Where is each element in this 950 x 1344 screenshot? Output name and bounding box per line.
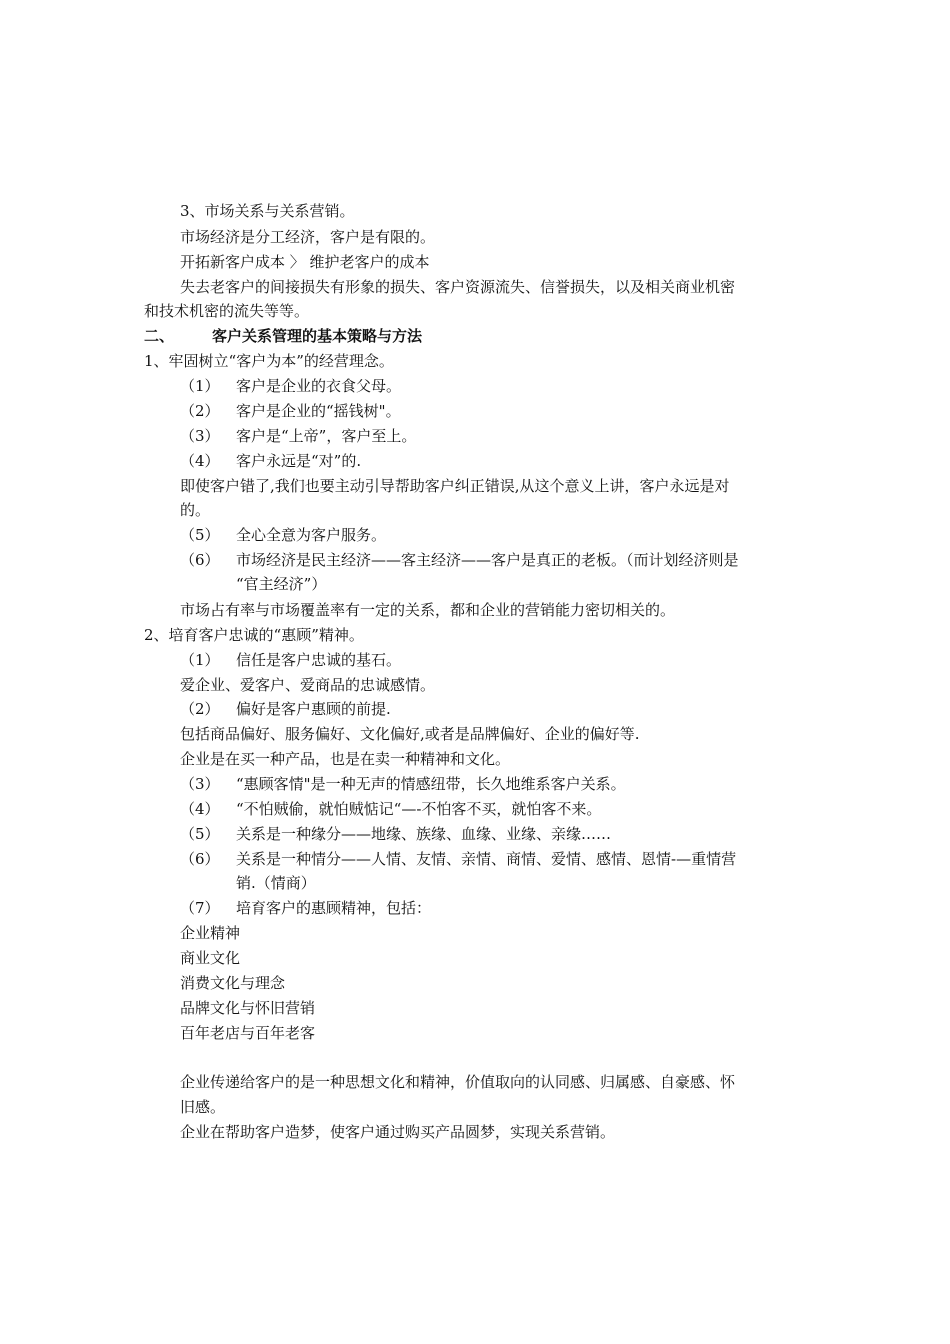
list-item	[180, 799, 601, 819]
list-item	[180, 898, 431, 918]
list-text: 信任是客户忠诚的基石。	[236, 651, 402, 669]
subsection-heading: 1、牢固树立“客户为本”的经营理念。	[144, 352, 394, 370]
paragraph-line: 企业传递给客户的是一种思想文化和精神，价值取向的认同感、归属感、自豪感、怀	[180, 1073, 736, 1091]
subsection-heading: 2、培育客户忠诚的“惠顾”精神。	[144, 626, 364, 644]
list-number: （3）	[180, 427, 220, 445]
list-line: 商业文化	[180, 949, 241, 967]
paragraph-line: 的。	[180, 501, 211, 519]
paragraph-line: 旧感。	[180, 1098, 226, 1116]
list-item	[180, 451, 361, 471]
list-item	[180, 650, 401, 670]
paragraph-line: 包括商品偏好、服务偏好、文化偏好,或者是品牌偏好、企业的偏好等.	[180, 725, 640, 743]
list-text: 市场经济是民主经济——客主经济——客户是真正的老板。（而计划经济则是	[236, 551, 739, 569]
paragraph-line: 市场经济是分工经济，客户是有限的。	[180, 228, 436, 246]
list-text: 客户永远是“对”的.	[236, 452, 362, 470]
list-line: 品牌文化与怀旧营销	[180, 999, 316, 1017]
list-text: 全心全意为客户服务。	[236, 526, 387, 544]
list-text: 关系是一种情分——人情、友情、亲情、商情、爱情、感情、恩情-—重情营	[236, 850, 737, 868]
list-item-continuation: “官主经济”）	[236, 575, 327, 593]
list-number: （6）	[180, 551, 220, 569]
chapter-heading	[144, 326, 422, 346]
list-item	[180, 525, 386, 545]
list-line: 百年老店与百年老客	[180, 1024, 316, 1042]
list-line: 消费文化与理念	[180, 974, 286, 992]
list-text: “惠顾客情"是一种无声的情感纽带，长久地维系客户关系。	[236, 775, 626, 793]
paragraph-line: 即使客户错了,我们也要主动引导帮助客户纠正错误,从这个意义上讲，客户永远是对	[180, 477, 730, 495]
list-item	[180, 699, 391, 719]
paragraph-line: 开拓新客户成本 〉 维护老客户的成本	[180, 253, 430, 271]
list-item	[180, 426, 416, 446]
list-number: （7）	[180, 899, 220, 917]
list-line: 企业精神	[180, 924, 241, 942]
list-item-continuation: 销.（情商）	[236, 874, 316, 892]
paragraph-line: 企业在帮助客户造梦，使客户通过购买产品圆梦，实现关系营销。	[180, 1123, 616, 1141]
paragraph-line: 和技术机密的流失等等。	[144, 302, 310, 320]
list-number: （3）	[180, 775, 220, 793]
section-3-heading: 3、市场关系与关系营销。	[180, 202, 355, 220]
list-item	[180, 824, 611, 844]
list-text: 偏好是客户惠顾的前提.	[236, 700, 391, 718]
list-text: 客户是“上帝”，客户至上。	[236, 427, 417, 445]
list-text: 关系是一种缘分——地缘、族缘、血缘、业缘、亲缘……	[236, 825, 612, 843]
list-number: （1）	[180, 651, 220, 669]
chapter-title: 客户关系管理的基本策略与方法	[212, 327, 423, 345]
list-number: （2）	[180, 700, 220, 718]
paragraph-line: 企业是在买一种产品，也是在卖一种精神和文化。	[180, 750, 511, 768]
list-number: （6）	[180, 850, 220, 868]
paragraph-line: 市场占有率与市场覆盖率有一定的关系，都和企业的营销能力密切相关的。	[180, 601, 676, 619]
list-item	[180, 849, 736, 869]
list-item	[180, 401, 401, 421]
list-text: 客户是企业的“摇钱树"。	[236, 402, 401, 420]
list-item	[180, 550, 739, 570]
list-number: （2）	[180, 402, 220, 420]
paragraph-line: 爱企业、爱客户、爱商品的忠诚感情。	[180, 676, 436, 694]
list-text: 培育客户的惠顾精神，包括：	[236, 899, 432, 917]
list-number: （5）	[180, 526, 220, 544]
list-text: “不怕贼偷，就怕贼惦记“—-不怕客不买，就怕客不来。	[236, 800, 602, 818]
list-item	[180, 376, 401, 396]
list-number: （4）	[180, 452, 220, 470]
list-number: （1）	[180, 377, 220, 395]
list-number: （4）	[180, 800, 220, 818]
list-text: 客户是企业的衣食父母。	[236, 377, 402, 395]
paragraph-line: 失去老客户的间接损失有形象的损失、客户资源流失、信誉损失，以及相关商业机密	[180, 278, 736, 296]
chapter-number: 二、	[144, 327, 175, 345]
list-item	[180, 774, 626, 794]
list-number: （5）	[180, 825, 220, 843]
